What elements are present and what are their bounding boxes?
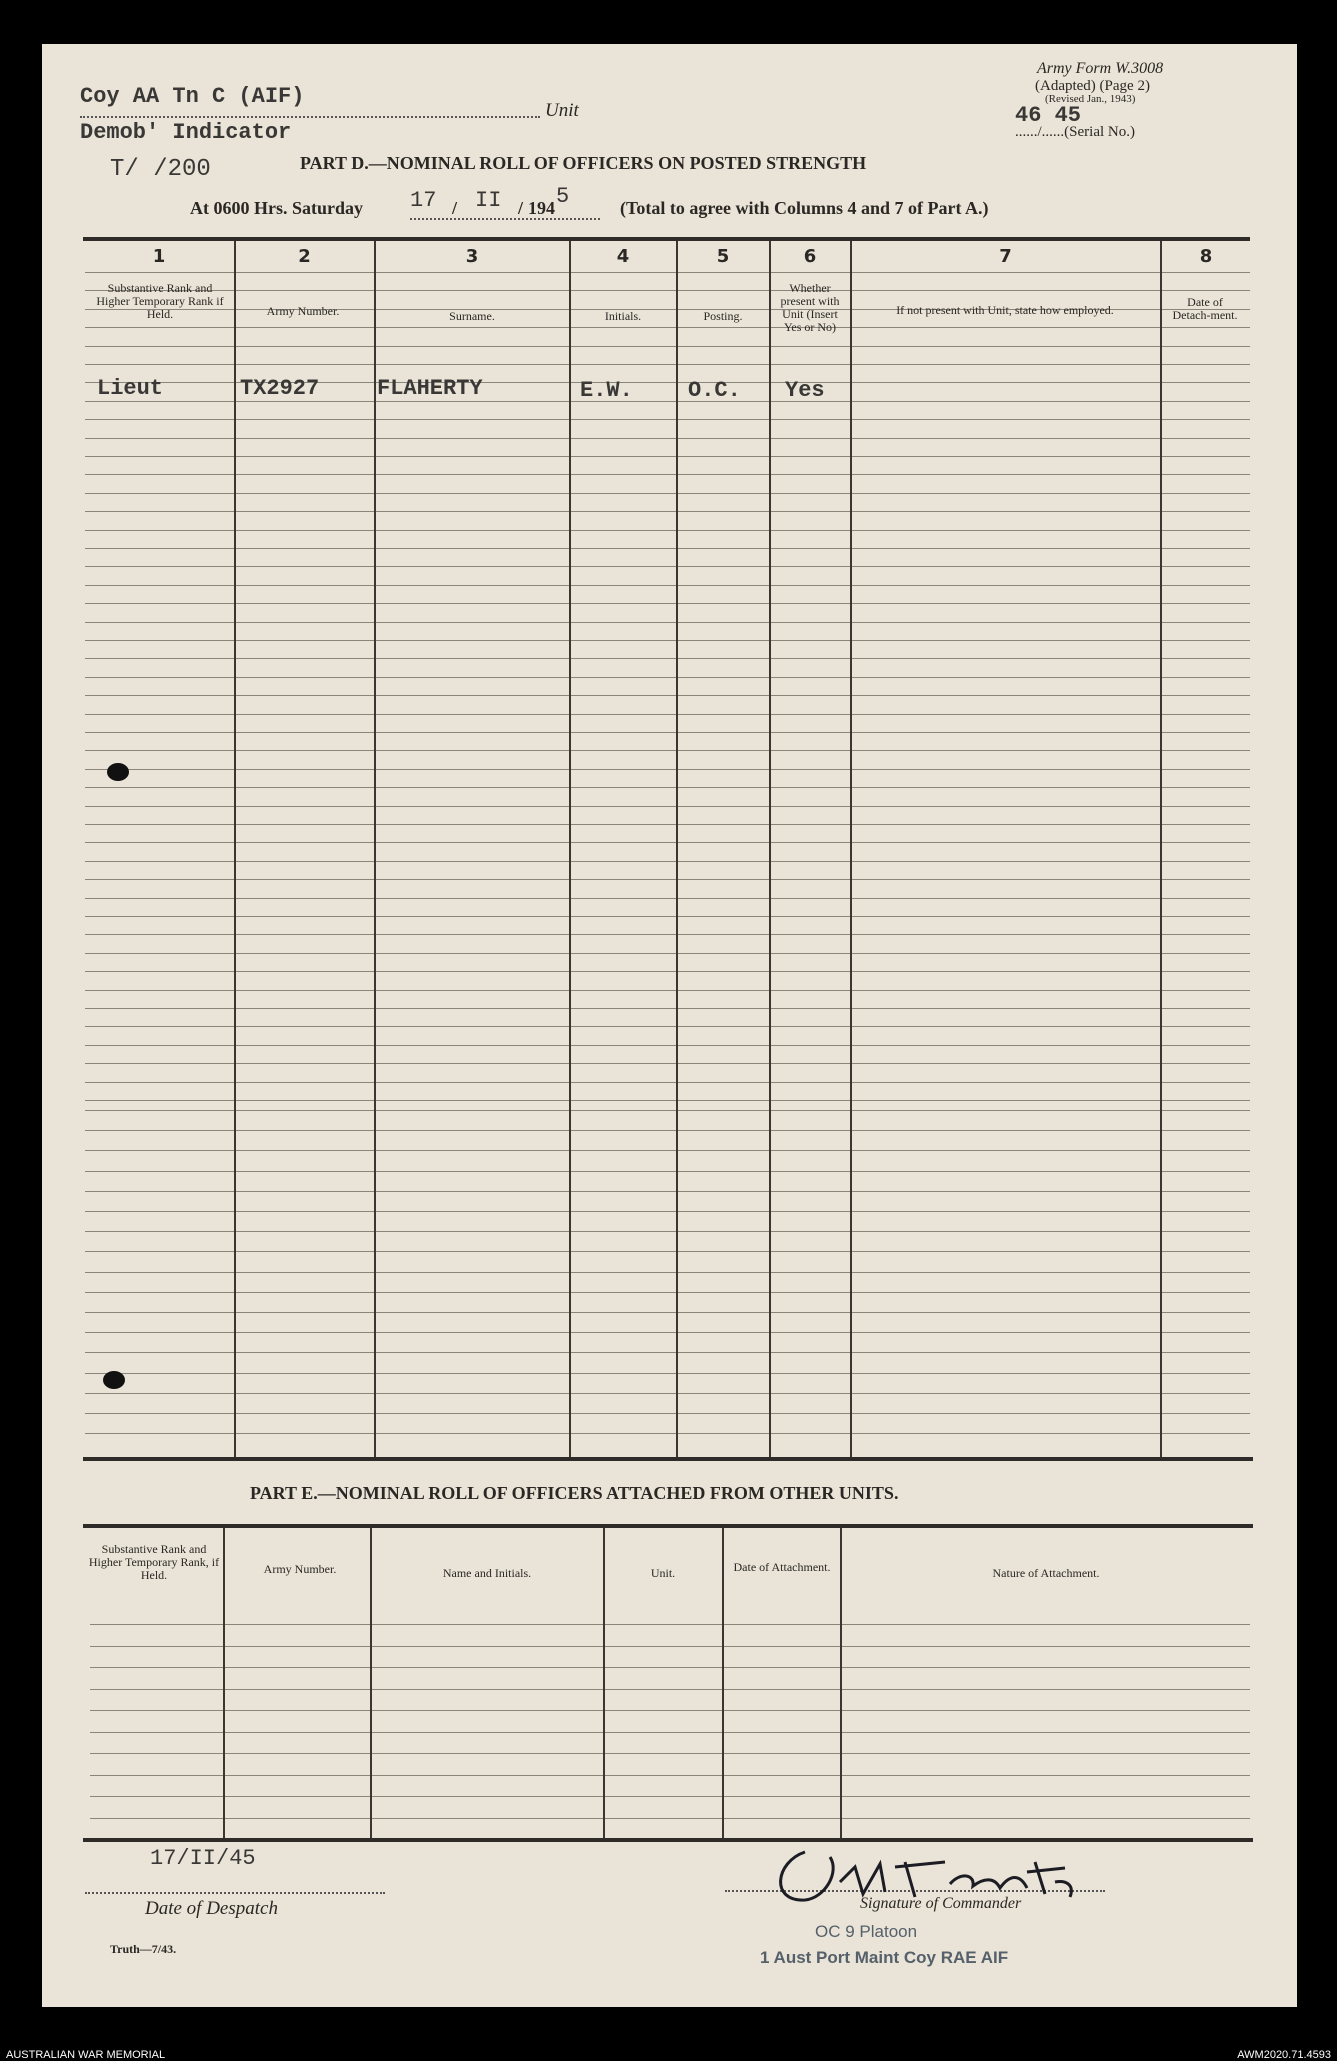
date-prefix: At 0600 Hrs. Saturday: [190, 198, 364, 218]
e-header-rank: Substantive Rank and Higher Temporary Rank, if Held.: [88, 1542, 220, 1582]
ruled-line: [85, 603, 1250, 604]
ruled-line: [85, 438, 1250, 439]
cell-surname: FLAHERTY: [377, 376, 483, 401]
printer-mark: Truth—7/43.: [110, 1942, 177, 1956]
form-adapted: (Adapted) (Page 2): [1035, 78, 1150, 94]
col-number: 2: [298, 246, 311, 267]
ruled-line: [90, 1818, 1250, 1819]
ruled-line: [85, 934, 1250, 935]
punch-hole: [107, 763, 129, 781]
ruled-line: [85, 327, 1250, 328]
ruled-line: [85, 640, 1250, 641]
col-divider: [223, 1528, 225, 1838]
date-year-prefix: 194: [528, 198, 555, 218]
ruled-line: [85, 732, 1250, 733]
col-number: 8: [1199, 246, 1213, 267]
date-year-digit: 5: [556, 184, 570, 209]
ruled-line: [85, 1026, 1250, 1027]
part-d-bottom-rule: [83, 1457, 1253, 1461]
ruled-line: [85, 622, 1250, 623]
ruled-line: [85, 824, 1250, 825]
col-header-rank: Substantive Rank and Higher Temporary Rank if Held.: [96, 281, 224, 321]
ruled-line: [85, 1272, 1250, 1273]
col-header-detachment-date: Date of Detach-ment.: [1172, 295, 1238, 322]
col-number: 1: [152, 246, 166, 267]
col-header-surname: Surname.: [449, 309, 495, 323]
ruled-line: [85, 769, 1250, 770]
ruled-line: [85, 1130, 1250, 1131]
ruled-line: [85, 1373, 1250, 1374]
col-divider: [1160, 241, 1162, 1457]
serial-value: 46 45: [1015, 103, 1082, 128]
col-header-army-number: Army Number.: [266, 304, 340, 318]
archive-reference: AWM2020.71.4593: [1237, 2049, 1331, 2061]
col-header-present: Whether present with Unit (Insert Yes or No): [780, 281, 840, 334]
date-day: 17: [410, 188, 437, 213]
ruled-line: [85, 1110, 1250, 1111]
file-reference: T/ /200: [110, 156, 211, 183]
ruled-line: [85, 990, 1250, 991]
ruled-line: [90, 1624, 1250, 1625]
ruled-line: [90, 1732, 1250, 1733]
col-header-posting: Posting.: [703, 309, 743, 323]
demob-indicator: Demob' Indicator: [80, 120, 292, 145]
form-name: Army Form W.3008: [1037, 60, 1164, 77]
part-e-top-rule: [83, 1524, 1253, 1528]
ruled-line: [85, 1352, 1250, 1353]
ruled-line: [85, 806, 1250, 807]
ruled-line: [85, 1082, 1250, 1083]
form-revised: (Revised Jan., 1943): [1045, 93, 1136, 105]
ruled-line: [85, 1292, 1250, 1293]
ruled-line: [85, 953, 1250, 954]
col-number: 7: [999, 246, 1012, 267]
ruled-line: [85, 548, 1250, 549]
serial-label: ....../......(Serial No.): [1015, 124, 1135, 140]
ruled-line: [85, 971, 1250, 972]
ruled-line: [85, 1393, 1250, 1394]
col-number: 4: [616, 246, 630, 267]
ruled-line: [85, 585, 1250, 586]
cell-present: Yes: [785, 378, 825, 403]
unit-dotted-line: [80, 116, 540, 118]
e-header-name-initials: Name and Initials.: [442, 1566, 532, 1580]
ruled-line: [85, 1211, 1250, 1212]
ruled-line: [85, 1413, 1250, 1414]
date-month: II: [475, 188, 502, 213]
ruled-line: [85, 456, 1250, 457]
ruled-line: [85, 419, 1250, 420]
ruled-line: [85, 658, 1250, 659]
ruled-line: [85, 677, 1250, 678]
e-header-nature: Nature of Attachment.: [992, 1566, 1100, 1580]
stamp-line-1: OC 9 Platoon: [815, 1922, 918, 1941]
col-header-how-employed: If not present with Unit, state how employed.: [896, 303, 1114, 317]
ruled-line: [85, 1171, 1250, 1172]
ruled-line: [85, 916, 1250, 917]
ruled-line: [85, 474, 1250, 475]
col-divider: [850, 241, 852, 1457]
ruled-line: [85, 272, 1250, 273]
col-divider: [569, 241, 571, 1457]
ruled-line: [85, 750, 1250, 751]
col-divider: [769, 241, 771, 1457]
ruled-line: [85, 714, 1250, 715]
ruled-line: [85, 1332, 1250, 1333]
ruled-line: [85, 1433, 1250, 1434]
col-number: 5: [716, 246, 730, 267]
archive-credit: AUSTRALIAN WAR MEMORIAL: [6, 2049, 166, 2061]
col-divider: [374, 241, 376, 1457]
ruled-line: [90, 1796, 1250, 1797]
cell-rank: Lieut: [97, 376, 164, 401]
ruled-line: [85, 1063, 1250, 1064]
ruled-line: [85, 346, 1250, 347]
cell-army-number: TX2927: [240, 376, 320, 401]
col-header-initials: Initials.: [604, 309, 642, 323]
ruled-line: [85, 861, 1250, 862]
ruled-line: [90, 1667, 1250, 1668]
col-divider: [676, 241, 678, 1457]
e-header-attachment-date: Date of Attachment.: [733, 1560, 831, 1574]
ruled-line: [85, 1251, 1250, 1252]
date-dotted-line: [410, 218, 600, 220]
part-d-top-rule: [83, 237, 1250, 241]
stamp-line-2: 1 Aust Port Maint Coy RAE AIF: [760, 1948, 1009, 1967]
ruled-line: [90, 1710, 1250, 1711]
ruled-line: [85, 1045, 1250, 1046]
punch-hole: [103, 1371, 125, 1389]
unit-value: Coy AA Tn C (AIF): [80, 84, 305, 109]
ruled-line: [85, 1191, 1250, 1192]
ruled-line: [90, 1646, 1250, 1647]
ruled-line: [85, 1312, 1250, 1313]
signature-label: Signature of Commander: [860, 1895, 1022, 1912]
ruled-line: [85, 530, 1250, 531]
ruled-line: [85, 511, 1250, 512]
ruled-line: [85, 787, 1250, 788]
date-suffix: (Total to agree with Columns 4 and 7 of Part A.): [620, 198, 989, 218]
ruled-line: [90, 1753, 1250, 1754]
ruled-line: [85, 1100, 1250, 1101]
ruled-line: [85, 1008, 1250, 1009]
col-number: 3: [465, 246, 479, 267]
ruled-line: [85, 898, 1250, 899]
ruled-line: [90, 1775, 1250, 1776]
ruled-line: [85, 364, 1250, 365]
part-e-title: PART E.—NOMINAL ROLL OF OFFICERS ATTACHED FROM OTHER UNITS.: [250, 1483, 899, 1503]
ruled-line: [85, 695, 1250, 696]
ruled-line: [85, 493, 1250, 494]
ruled-line: [85, 1231, 1250, 1232]
ruled-line: [85, 842, 1250, 843]
cell-posting: O.C.: [688, 378, 741, 403]
col-divider: [722, 1528, 724, 1838]
ruled-line: [85, 1150, 1250, 1151]
ruled-line: [85, 290, 1250, 291]
part-d-title: PART D.—NOMINAL ROLL OF OFFICERS ON POSTED STRENGTH: [300, 153, 867, 173]
despatch-date: 17/II/45: [150, 1846, 256, 1871]
e-header-unit: Unit.: [650, 1566, 676, 1580]
col-divider: [234, 241, 236, 1457]
ruled-line: [85, 879, 1250, 880]
ruled-line: [85, 566, 1250, 567]
ruled-line: [90, 1689, 1250, 1690]
despatch-label: Date of Despatch: [145, 1898, 278, 1919]
cell-initials: E.W.: [580, 378, 633, 403]
e-header-army-number: Army Number.: [263, 1562, 337, 1576]
col-number: 6: [803, 246, 817, 267]
despatch-dotted-line: [85, 1892, 385, 1894]
unit-label: Unit: [545, 100, 579, 121]
